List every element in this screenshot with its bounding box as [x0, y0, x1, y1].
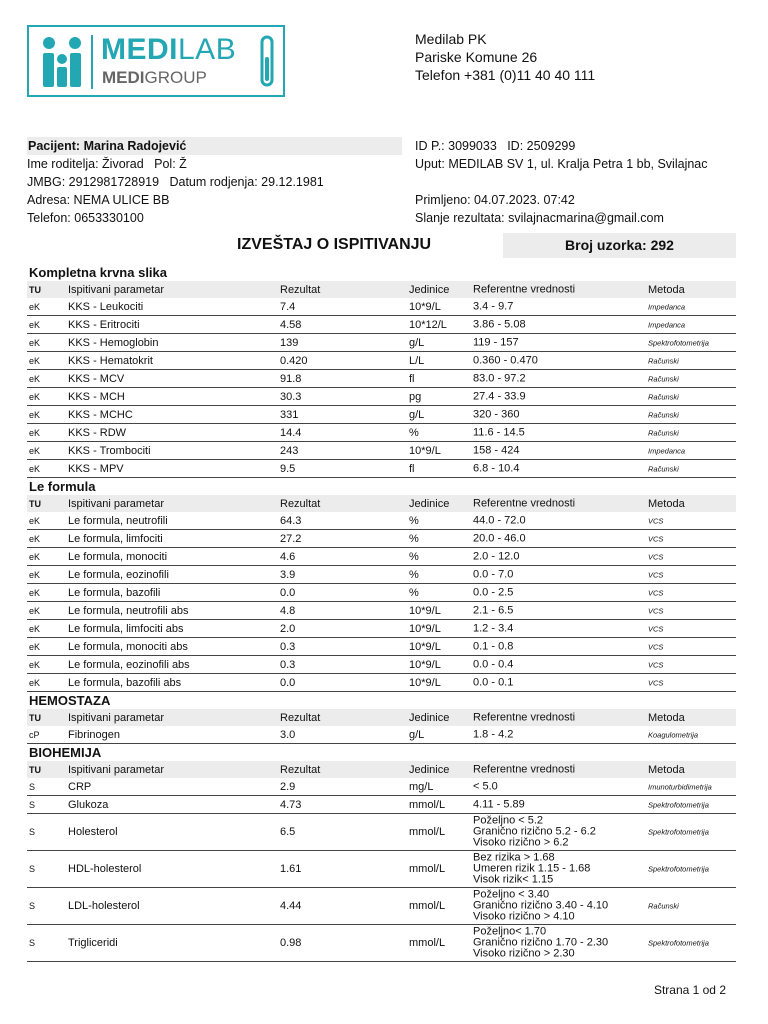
result-cell: 91.8	[280, 372, 302, 385]
parameter-cell: Fibrinogen	[68, 728, 120, 741]
result-cell: 2.0	[280, 622, 296, 635]
method-cell: Spektrofotometrija	[648, 938, 709, 948]
result-cell: 4.73	[280, 798, 302, 811]
method-cell: Računski	[648, 428, 679, 437]
parameter-header: Ispitivani parametar	[68, 497, 164, 510]
result-cell: 7.4	[280, 300, 296, 313]
method-cell: Impedanca	[648, 446, 686, 455]
unit-cell: g/L	[409, 336, 425, 349]
logo-subtitle: MEDIGROUP	[102, 68, 207, 87]
section-title: BIOHEMIJA	[29, 745, 102, 760]
result-cell: 14.4	[280, 426, 302, 439]
method-cell: Računski	[648, 410, 679, 419]
unit-cell: pg	[409, 390, 422, 403]
reference-line: 44.0 - 72.0	[473, 514, 526, 526]
reference-line: 3.4 - 9.7	[473, 300, 514, 312]
sample-type-cell: eK	[29, 515, 41, 526]
method-cell: VCS	[648, 660, 664, 669]
table-row	[27, 512, 736, 530]
reference-cell	[473, 729, 513, 740]
patient-parent-sex: Ime roditelja: Živorad Pol: Ž	[27, 157, 187, 171]
reference-cell	[473, 515, 526, 526]
unit-cell: 10*9/L	[409, 676, 441, 689]
sample-type-cell: S	[29, 827, 36, 837]
method-header: Metoda	[648, 763, 685, 776]
method-cell: VCS	[648, 516, 664, 525]
parameter-cell: Glukoza	[68, 798, 109, 811]
unit-cell: 10*9/L	[409, 604, 441, 617]
parameter-cell: Le formula, eozinofili	[68, 568, 169, 581]
result-cell: 4.58	[280, 318, 302, 331]
reference-line: 1.8 - 4.2	[473, 728, 514, 740]
patient-phone: Telefon: 0653330100	[27, 211, 144, 225]
method-cell: Spektrofotometrija	[648, 338, 709, 347]
method-cell: Računski	[648, 374, 679, 383]
sample-type-cell: eK	[29, 409, 41, 420]
table-row	[27, 334, 736, 352]
table-row	[27, 814, 736, 851]
method-cell: Računski	[648, 901, 679, 911]
table-row	[27, 316, 736, 334]
reference-line: Granično rizično 1.70 - 2.30	[473, 936, 609, 949]
reference-cell	[473, 301, 513, 312]
parameter-header: Ispitivani parametar	[68, 763, 164, 776]
reference-line: 4.11 - 5.89	[473, 798, 525, 810]
reference-cell	[473, 409, 519, 420]
reference-line: < 5.0	[473, 780, 498, 792]
unit-cell: g/L	[409, 408, 425, 421]
reference-line: 0.0 - 0.1	[473, 676, 514, 688]
reference-line: Poželjno < 5.2	[473, 814, 544, 827]
unit-cell: mmol/L	[409, 826, 446, 838]
reference-line: 119 - 157	[473, 336, 519, 348]
page-number: Strana 1 od 2	[653, 983, 726, 997]
reference-line: 3.86 - 5.08	[473, 318, 526, 330]
parameter-cell: KKS - Eritrociti	[68, 318, 140, 331]
unit-cell: %	[409, 532, 419, 545]
unit-cell: g/L	[409, 728, 425, 741]
unit-cell: %	[409, 426, 419, 439]
parameter-header: Ispitivani parametar	[68, 711, 164, 724]
method-cell: VCS	[648, 570, 664, 579]
unit-cell: 10*9/L	[409, 622, 441, 635]
reference-line: 2.0 - 12.0	[473, 550, 520, 562]
table-row	[27, 530, 736, 548]
parameter-cell: CRP	[68, 780, 92, 793]
unit-cell: mmol/L	[409, 798, 446, 811]
table-row	[27, 566, 736, 584]
table-row	[27, 352, 736, 370]
table-row	[27, 370, 736, 388]
reference-line: Poželjno < 3.40	[473, 888, 550, 901]
unit-cell: 10*9/L	[409, 444, 441, 457]
result-cell: 4.8	[280, 604, 296, 617]
unit-cell: fl	[409, 372, 415, 385]
reference-cell	[473, 641, 513, 652]
method-cell: Spektrofotometrija	[648, 827, 709, 837]
result-cell: 9.5	[280, 462, 296, 475]
patient-name: Pacijent: Marina Radojević	[27, 137, 402, 155]
table-row	[27, 298, 736, 316]
parameter-cell: Holesterol	[68, 826, 118, 838]
method-header: Metoda	[648, 283, 685, 296]
method-cell: Računski	[648, 356, 679, 365]
reference-line: Granično rizično 3.40 - 4.10	[473, 899, 609, 912]
table-row	[27, 424, 736, 442]
reference-line: 83.0 - 97.2	[473, 372, 526, 384]
section-title: Kompletna krvna slika	[29, 265, 167, 280]
sample-type-cell: eK	[29, 355, 41, 366]
sample-type-cell: eK	[29, 623, 41, 634]
referral: Uput: MEDILAB SV 1, ul. Kralja Petra 1 bb, Svilajnac	[415, 157, 708, 171]
report-title: IZVEŠTAJ O ISPITIVANJU	[237, 236, 432, 253]
sample-type-cell: eK	[29, 641, 41, 652]
unit-cell: L/L	[409, 354, 425, 367]
result-cell: 331	[280, 408, 299, 421]
method-cell: Imunoturbidimetrija	[648, 782, 712, 791]
reference-line: 0.1 - 0.8	[473, 640, 514, 652]
method-cell: VCS	[648, 588, 664, 597]
reference-line: 6.8 - 10.4	[473, 462, 520, 474]
method-cell: Računski	[648, 464, 679, 473]
method-cell: Spektrofotometrija	[648, 864, 709, 874]
reference-cell	[473, 890, 608, 923]
reference-cell	[473, 373, 526, 384]
result-cell: 27.2	[280, 532, 302, 545]
result-header: Rezultat	[280, 497, 321, 510]
parameter-cell: KKS - MPV	[68, 462, 124, 475]
medilab-logo	[27, 25, 285, 97]
sample-type-cell: eK	[29, 569, 41, 580]
reference-cell	[473, 551, 519, 562]
reference-line: Visoko rizično > 4.10	[473, 910, 575, 923]
method-cell: Impedanca	[648, 320, 686, 329]
reference-cell	[473, 391, 526, 402]
result-cell: 0.420	[280, 354, 308, 367]
reference-line: Visoko rizično > 2.30	[473, 947, 575, 960]
table-row	[27, 584, 736, 602]
result-header: Rezultat	[280, 283, 321, 296]
lab-address: Pariske Komune 26	[415, 49, 538, 65]
reference-line: 20.0 - 46.0	[473, 532, 526, 544]
sample-type-cell: S	[29, 901, 36, 911]
method-cell: Spektrofotometrija	[648, 800, 709, 809]
table-row	[27, 602, 736, 620]
lab-phone: Telefon +381 (0)11 40 40 111	[415, 67, 596, 83]
sample-type-cell: S	[29, 781, 36, 792]
sample-type-cell: S	[29, 864, 36, 874]
method-cell: VCS	[648, 678, 664, 687]
parameter-cell: KKS - Leukociti	[68, 300, 144, 313]
reference-cell	[473, 569, 513, 580]
parameter-cell: Le formula, limfociti abs	[68, 622, 184, 635]
tu-header: TU	[29, 712, 41, 723]
table-header-row	[27, 281, 736, 298]
unit-header: Jedinice	[409, 497, 450, 510]
reference-cell	[473, 659, 513, 670]
result-cell: 0.98	[280, 937, 302, 949]
reference-line: Visok rizik< 1.15	[473, 873, 554, 886]
parameter-cell: KKS - MCV	[68, 372, 125, 385]
patient-address: Adresa: NEMA ULICE BB	[27, 193, 170, 207]
test-tube-icon	[258, 35, 276, 89]
parameter-cell: Trigliceridi	[68, 937, 118, 949]
result-cell: 64.3	[280, 514, 302, 527]
parameter-cell: LDL-holesterol	[68, 900, 140, 912]
result-cell: 3.0	[280, 728, 296, 741]
result-cell: 4.44	[280, 900, 302, 912]
method-cell: VCS	[648, 624, 664, 633]
reference-line: 11.6 - 14.5	[473, 426, 525, 438]
reference-cell	[473, 587, 513, 598]
logo-divider	[91, 35, 93, 89]
result-cell: 3.9	[280, 568, 296, 581]
reference-cell	[473, 853, 590, 886]
sample-type-cell: S	[29, 938, 36, 948]
parameter-cell: Le formula, limfociti	[68, 532, 163, 545]
reference-cell	[473, 816, 596, 849]
parameter-cell: HDL-holesterol	[68, 863, 142, 875]
table-row	[27, 796, 736, 814]
medilab-mark-icon	[39, 35, 85, 89]
unit-cell: mmol/L	[409, 937, 446, 949]
logo-wordmark: MEDILAB	[101, 33, 237, 66]
result-header: Rezultat	[280, 711, 321, 724]
reference-line: Poželjno< 1.70	[473, 925, 547, 938]
reference-cell	[473, 445, 519, 456]
reference-cell	[473, 781, 498, 792]
result-cell: 6.5	[280, 826, 296, 838]
reference-cell	[473, 799, 525, 810]
result-cell: 243	[280, 444, 299, 457]
sample-meta	[415, 137, 755, 227]
parameter-cell: Le formula, neutrofili	[68, 514, 168, 527]
method-cell: Impedanca	[648, 302, 686, 311]
unit-cell: 10*9/L	[409, 658, 441, 671]
method-cell: Koagulometrija	[648, 730, 699, 739]
method-cell: VCS	[648, 534, 664, 543]
reference-cell	[473, 605, 513, 616]
unit-cell: mmol/L	[409, 900, 446, 912]
reference-cell	[473, 337, 519, 348]
reference-cell	[473, 677, 513, 688]
patient-ids: ID P.: 3099033 ID: 2509299	[415, 139, 576, 153]
table-header-row	[27, 495, 736, 512]
method-header: Metoda	[648, 711, 685, 724]
reference-cell	[473, 355, 538, 366]
sample-type-cell: eK	[29, 551, 41, 562]
parameter-cell: Le formula, monociti	[68, 550, 168, 563]
reference-cell	[473, 319, 526, 330]
table-header-row	[27, 709, 736, 726]
sample-type-cell: eK	[29, 427, 41, 438]
parameter-cell: KKS - Hemoglobin	[68, 336, 159, 349]
reference-line: Umeren rizik 1.15 - 1.68	[473, 862, 591, 875]
table-row	[27, 888, 736, 925]
parameter-cell: Le formula, monociti abs	[68, 640, 188, 653]
result-cell: 30.3	[280, 390, 302, 403]
send-results: Slanje rezultata: svilajnacmarina@gmail.com	[415, 211, 664, 225]
table-header-row	[27, 761, 736, 778]
unit-cell: 10*9/L	[409, 640, 441, 653]
reference-header: Referentne vrednosti	[473, 283, 576, 295]
table-row	[27, 620, 736, 638]
tu-header: TU	[29, 498, 41, 509]
unit-cell: %	[409, 514, 419, 527]
sample-type-cell: eK	[29, 391, 41, 402]
unit-cell: 10*12/L	[409, 318, 447, 331]
reference-cell	[473, 463, 519, 474]
result-cell: 0.0	[280, 676, 296, 689]
parameter-cell: KKS - MCH	[68, 390, 125, 403]
parameter-cell: Le formula, bazofili abs	[68, 676, 182, 689]
unit-header: Jedinice	[409, 763, 450, 776]
patient-jmbg-dob: JMBG: 2912981728919 Datum rodjenja: 29.12.1981	[27, 175, 324, 189]
result-cell: 0.3	[280, 640, 296, 653]
reference-line: 27.4 - 33.9	[473, 390, 526, 402]
table-row	[27, 548, 736, 566]
result-cell: 4.6	[280, 550, 296, 563]
tu-header: TU	[29, 284, 41, 295]
result-cell: 1.61	[280, 863, 302, 875]
reference-line: 0.0 - 2.5	[473, 586, 514, 598]
table-row	[27, 388, 736, 406]
method-cell: VCS	[648, 606, 664, 615]
table-row	[27, 656, 736, 674]
table-row	[27, 460, 736, 478]
sample-type-cell: eK	[29, 677, 41, 688]
reference-line: 158 - 424	[473, 444, 520, 456]
section-title: HEMOSTAZA	[29, 693, 111, 708]
parameter-cell: KKS - Trombociti	[68, 444, 151, 457]
reference-line: 320 - 360	[473, 408, 520, 420]
parameter-cell: Le formula, bazofili	[68, 586, 161, 599]
parameter-cell: KKS - MCHC	[68, 408, 133, 421]
sample-type-cell: eK	[29, 319, 41, 330]
received-date: Primljeno: 04.07.2023. 07:42	[415, 193, 575, 207]
unit-cell: fl	[409, 462, 415, 475]
unit-cell: %	[409, 568, 419, 581]
reference-line: Visoko rizično > 6.2	[473, 836, 569, 849]
unit-cell: %	[409, 586, 419, 599]
result-cell: 0.3	[280, 658, 296, 671]
table-row	[27, 674, 736, 692]
sample-type-cell: eK	[29, 587, 41, 598]
sample-number: Broj uzorka: 292	[503, 233, 736, 258]
patient-info	[27, 137, 402, 227]
result-header: Rezultat	[280, 763, 321, 776]
reference-header: Referentne vrednosti	[473, 711, 576, 723]
parameter-cell: Le formula, neutrofili abs	[68, 604, 189, 617]
sample-type-cell: eK	[29, 463, 41, 474]
result-cell: 2.9	[280, 780, 296, 793]
sample-type-cell: cP	[29, 729, 40, 740]
table-row	[27, 638, 736, 656]
lab-name: Medilab PK	[415, 31, 487, 47]
parameter-cell: KKS - RDW	[68, 426, 127, 439]
unit-header: Jedinice	[409, 283, 450, 296]
unit-cell: mmol/L	[409, 863, 446, 875]
result-cell: 139	[280, 336, 299, 349]
method-cell: VCS	[648, 642, 664, 651]
sample-type-cell: eK	[29, 301, 41, 312]
sample-type-cell: S	[29, 799, 36, 810]
reference-cell	[473, 427, 525, 438]
reference-header: Referentne vrednosti	[473, 497, 576, 509]
method-header: Metoda	[648, 497, 685, 510]
table-row	[27, 726, 736, 744]
unit-header: Jedinice	[409, 711, 450, 724]
results-table	[27, 264, 736, 962]
reference-line: 0.360 - 0.470	[473, 354, 538, 366]
lab-info	[415, 30, 595, 84]
reference-cell	[473, 927, 608, 960]
unit-cell: mg/L	[409, 780, 434, 793]
method-cell: Računski	[648, 392, 679, 401]
reference-line: 2.1 - 6.5	[473, 604, 514, 616]
table-row	[27, 778, 736, 796]
sample-type-cell: eK	[29, 605, 41, 616]
reference-cell	[473, 533, 526, 544]
sample-type-cell: eK	[29, 659, 41, 670]
reference-header: Referentne vrednosti	[473, 763, 576, 775]
reference-line: Bez rizika > 1.68	[473, 851, 555, 864]
method-cell: VCS	[648, 552, 664, 561]
tu-header: TU	[29, 764, 41, 775]
parameter-header: Ispitivani parametar	[68, 283, 164, 296]
table-row	[27, 851, 736, 888]
sample-type-cell: eK	[29, 337, 41, 348]
unit-cell: 10*9/L	[409, 300, 441, 313]
sample-type-cell: eK	[29, 533, 41, 544]
parameter-cell: KKS - Hematokrit	[68, 354, 153, 367]
unit-cell: %	[409, 550, 419, 563]
table-row	[27, 925, 736, 962]
reference-line: 0.0 - 0.4	[473, 658, 514, 670]
sample-type-cell: eK	[29, 373, 41, 384]
reference-line: 1.2 - 3.4	[473, 622, 514, 634]
reference-line: Granično rizično 5.2 - 6.2	[473, 825, 596, 838]
parameter-cell: Le formula, eozinofili abs	[68, 658, 190, 671]
table-row	[27, 406, 736, 424]
section-title: Le formula	[29, 479, 96, 494]
reference-line: 0.0 - 7.0	[473, 568, 514, 580]
result-cell: 0.0	[280, 586, 296, 599]
reference-cell	[473, 623, 513, 634]
table-row	[27, 442, 736, 460]
sample-type-cell: eK	[29, 445, 41, 456]
